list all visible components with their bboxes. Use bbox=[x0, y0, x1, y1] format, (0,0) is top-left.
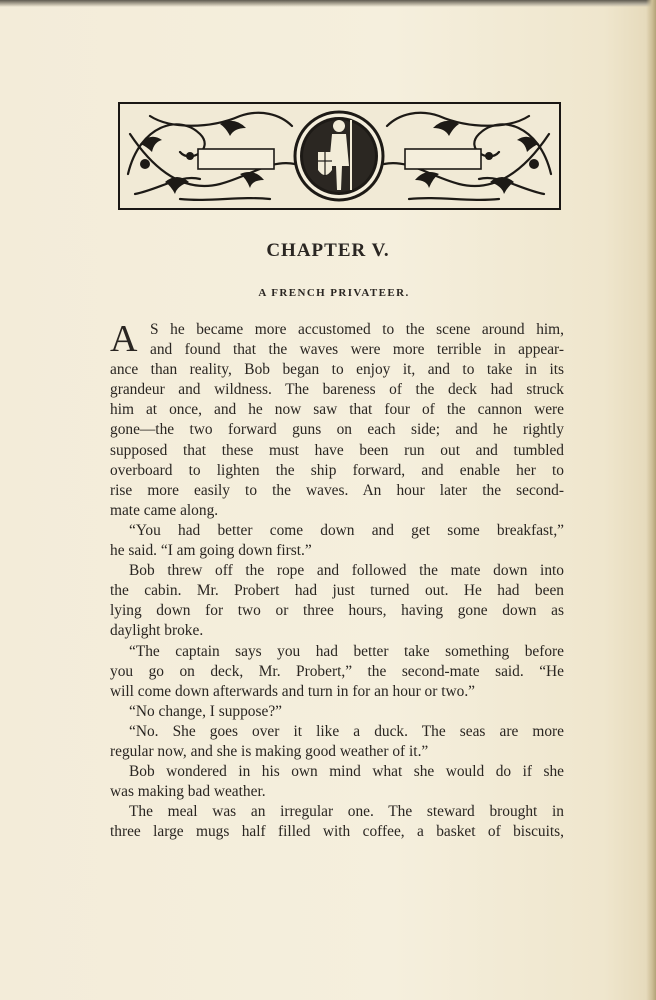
text-line: the cabin. Mr. Probert had just turned out. He had been bbox=[110, 582, 564, 600]
ornament-illustration bbox=[120, 104, 559, 208]
page-right-edge bbox=[646, 0, 656, 1000]
text-line: “You had better come down and get some breakfast,” bbox=[129, 521, 564, 539]
paragraph bbox=[110, 722, 564, 762]
text-line: he said. “I am going down first.” bbox=[110, 542, 312, 560]
text-line: overboard to lighten the ship forward, and enable her to bbox=[110, 461, 564, 479]
text-line: rise more easily to the waves. An hour later the second- bbox=[110, 481, 564, 499]
paragraph bbox=[110, 702, 564, 722]
paragraph bbox=[110, 320, 564, 521]
text-line: mate came along. bbox=[110, 501, 219, 519]
text-line: and found that the waves were more terrible in appear- bbox=[150, 341, 564, 359]
text-line: lying down for two or three hours, having gone down as bbox=[110, 602, 564, 620]
text-line: Bob wondered in his own mind what she would do if she bbox=[129, 763, 564, 781]
paragraph bbox=[110, 802, 564, 842]
text-line: you go on deck, Mr. Probert,” the second-mate said. “He bbox=[110, 662, 564, 680]
text-line: “The captain says you had better take something before bbox=[129, 642, 564, 660]
text-line: ance than reality, Bob began to enjoy it, and to take in its bbox=[110, 361, 564, 379]
text-line: was making bad weather. bbox=[110, 783, 266, 801]
text-line: three large mugs half filled with coffee, a basket of biscuits, bbox=[110, 823, 564, 841]
text-line: “No change, I suppose?” bbox=[129, 702, 282, 720]
paragraph bbox=[110, 762, 564, 802]
paragraph bbox=[110, 521, 564, 561]
text-line: “No. She goes over it like a duck. The seas are more bbox=[129, 722, 564, 740]
paragraph bbox=[110, 642, 564, 702]
text-line: regular now, and she is making good weather of it.” bbox=[110, 742, 429, 760]
drop-cap: A bbox=[110, 318, 138, 360]
text-line: daylight broke. bbox=[110, 622, 204, 640]
chapter-header-ornament bbox=[118, 102, 561, 210]
text-line: The meal was an irregular one. The steward brought in bbox=[129, 803, 564, 821]
text-line: will come down afterwards and turn in for an hour or two.” bbox=[110, 682, 475, 700]
chapter-subtitle: A FRENCH PRIVATEER. bbox=[258, 287, 410, 299]
text-line: gone—the two forward guns on each side; and he rightly bbox=[110, 421, 564, 439]
text-line: supposed that these must have been run out and tumbled bbox=[110, 441, 564, 459]
paragraph bbox=[110, 561, 564, 641]
text-line: S he became more accustomed to the scene around him, bbox=[150, 321, 564, 338]
text-line: Bob threw off the rope and followed the mate down into bbox=[129, 562, 564, 580]
page-top-edge bbox=[0, 0, 656, 7]
text-line: grandeur and wildness. The bareness of the deck had struck bbox=[110, 381, 564, 399]
chapter-title: CHAPTER V. bbox=[266, 240, 390, 261]
text-line: him at once, and he now saw that four of the cannon were bbox=[110, 401, 564, 419]
chapter-body-text bbox=[110, 320, 564, 842]
